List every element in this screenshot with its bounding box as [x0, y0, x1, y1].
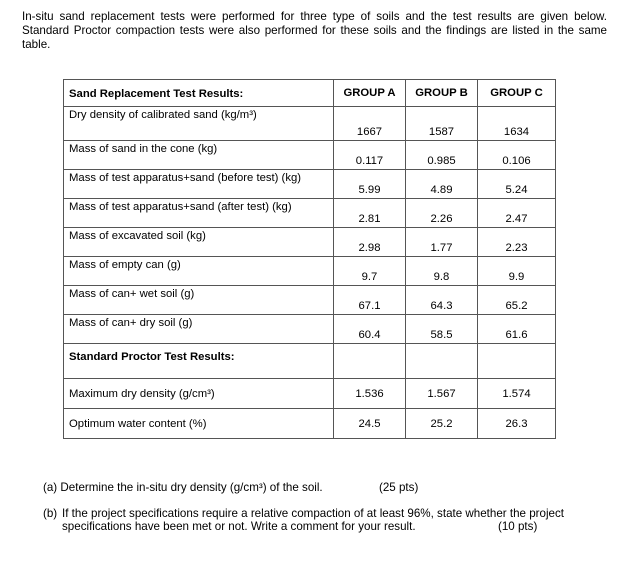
row-label: Optimum water content (%)	[64, 409, 334, 439]
group-c-header: GROUP C	[478, 80, 556, 107]
row-label: Mass of can+ wet soil (g)	[64, 286, 334, 315]
table-row	[64, 409, 556, 439]
table-row	[64, 379, 556, 409]
cell-value: 60.4	[334, 315, 406, 344]
cell-value: 9.7	[334, 257, 406, 286]
table-row	[64, 228, 556, 257]
cell-value: 1634	[478, 107, 556, 141]
question-a	[43, 481, 419, 495]
cell-value: 0.106	[478, 141, 556, 170]
group-a-header: GROUP A	[334, 80, 406, 107]
row-label: Mass of empty can (g)	[64, 257, 334, 286]
row-label: Mass of can+ dry soil (g)	[64, 315, 334, 344]
cell-value: 0.117	[334, 141, 406, 170]
table-row	[64, 199, 556, 228]
cell-value: 24.5	[334, 409, 406, 439]
cell-value: 5.99	[334, 170, 406, 199]
cell-value: 2.23	[478, 228, 556, 257]
cell-value: 2.81	[334, 199, 406, 228]
cell-value: 9.8	[406, 257, 478, 286]
sand-replacement-header: Sand Replacement Test Results:	[64, 80, 334, 107]
table-row	[64, 286, 556, 315]
cell-value: 25.2	[406, 409, 478, 439]
cell-value: 61.6	[478, 315, 556, 344]
question-b-mark: (b)	[43, 507, 58, 520]
cell-value: 1.536	[334, 379, 406, 409]
table-row	[64, 315, 556, 344]
cell-value: 65.2	[478, 286, 556, 315]
group-b-header: GROUP B	[406, 80, 478, 107]
cell-value: 2.47	[478, 199, 556, 228]
table-row	[64, 107, 556, 141]
cell-value: 67.1	[334, 286, 406, 315]
empty-cell	[478, 344, 556, 379]
cell-value: 2.98	[334, 228, 406, 257]
table-row	[64, 170, 556, 199]
question-b	[43, 507, 603, 533]
question-b-text-line2: specifications have been met or not. Write a comment for your result.	[62, 520, 416, 533]
question-a-mark: (a)	[43, 481, 58, 494]
cell-value: 1667	[334, 107, 406, 141]
cell-value: 2.26	[406, 199, 478, 228]
question-a-points: (25 pts)	[379, 481, 419, 494]
row-label: Mass of excavated soil (kg)	[64, 228, 334, 257]
table-row	[64, 141, 556, 170]
cell-value: 9.9	[478, 257, 556, 286]
row-label: Dry density of calibrated sand (kg/m³)	[64, 107, 334, 141]
question-a-text: Determine the in-situ dry density (g/cm³) of the soil.	[60, 481, 323, 494]
cell-value: 58.5	[406, 315, 478, 344]
cell-value: 1.567	[406, 379, 478, 409]
cell-value: 1.574	[478, 379, 556, 409]
proctor-header: Standard Proctor Test Results:	[64, 344, 334, 379]
question-b-text-line1: If the project specifications require a relative compaction of at least 96%, state whether the project	[62, 507, 565, 520]
row-label: Mass of test apparatus+sand (before test) (kg)	[64, 170, 334, 199]
cell-value: 1.77	[406, 228, 478, 257]
empty-cell	[406, 344, 478, 379]
empty-cell	[334, 344, 406, 379]
proctor-header-row	[64, 344, 556, 379]
row-label: Maximum dry density (g/cm³)	[64, 379, 334, 409]
question-b-points: (10 pts)	[498, 520, 538, 533]
cell-value: 1587	[406, 107, 478, 141]
cell-value: 0.985	[406, 141, 478, 170]
cell-value: 64.3	[406, 286, 478, 315]
intro-paragraph: In-situ sand replacement tests were performed for three type of soils and the test results are given below. Standard Proctor compaction tests were also performed for these soils and the findings are listed in the same table.	[22, 10, 607, 51]
cell-value: 26.3	[478, 409, 556, 439]
table-header-row	[64, 80, 556, 107]
test-results-table	[63, 79, 556, 439]
row-label: Mass of sand in the cone (kg)	[64, 141, 334, 170]
cell-value: 4.89	[406, 170, 478, 199]
table-row	[64, 257, 556, 286]
cell-value: 5.24	[478, 170, 556, 199]
row-label: Mass of test apparatus+sand (after test) (kg)	[64, 199, 334, 228]
